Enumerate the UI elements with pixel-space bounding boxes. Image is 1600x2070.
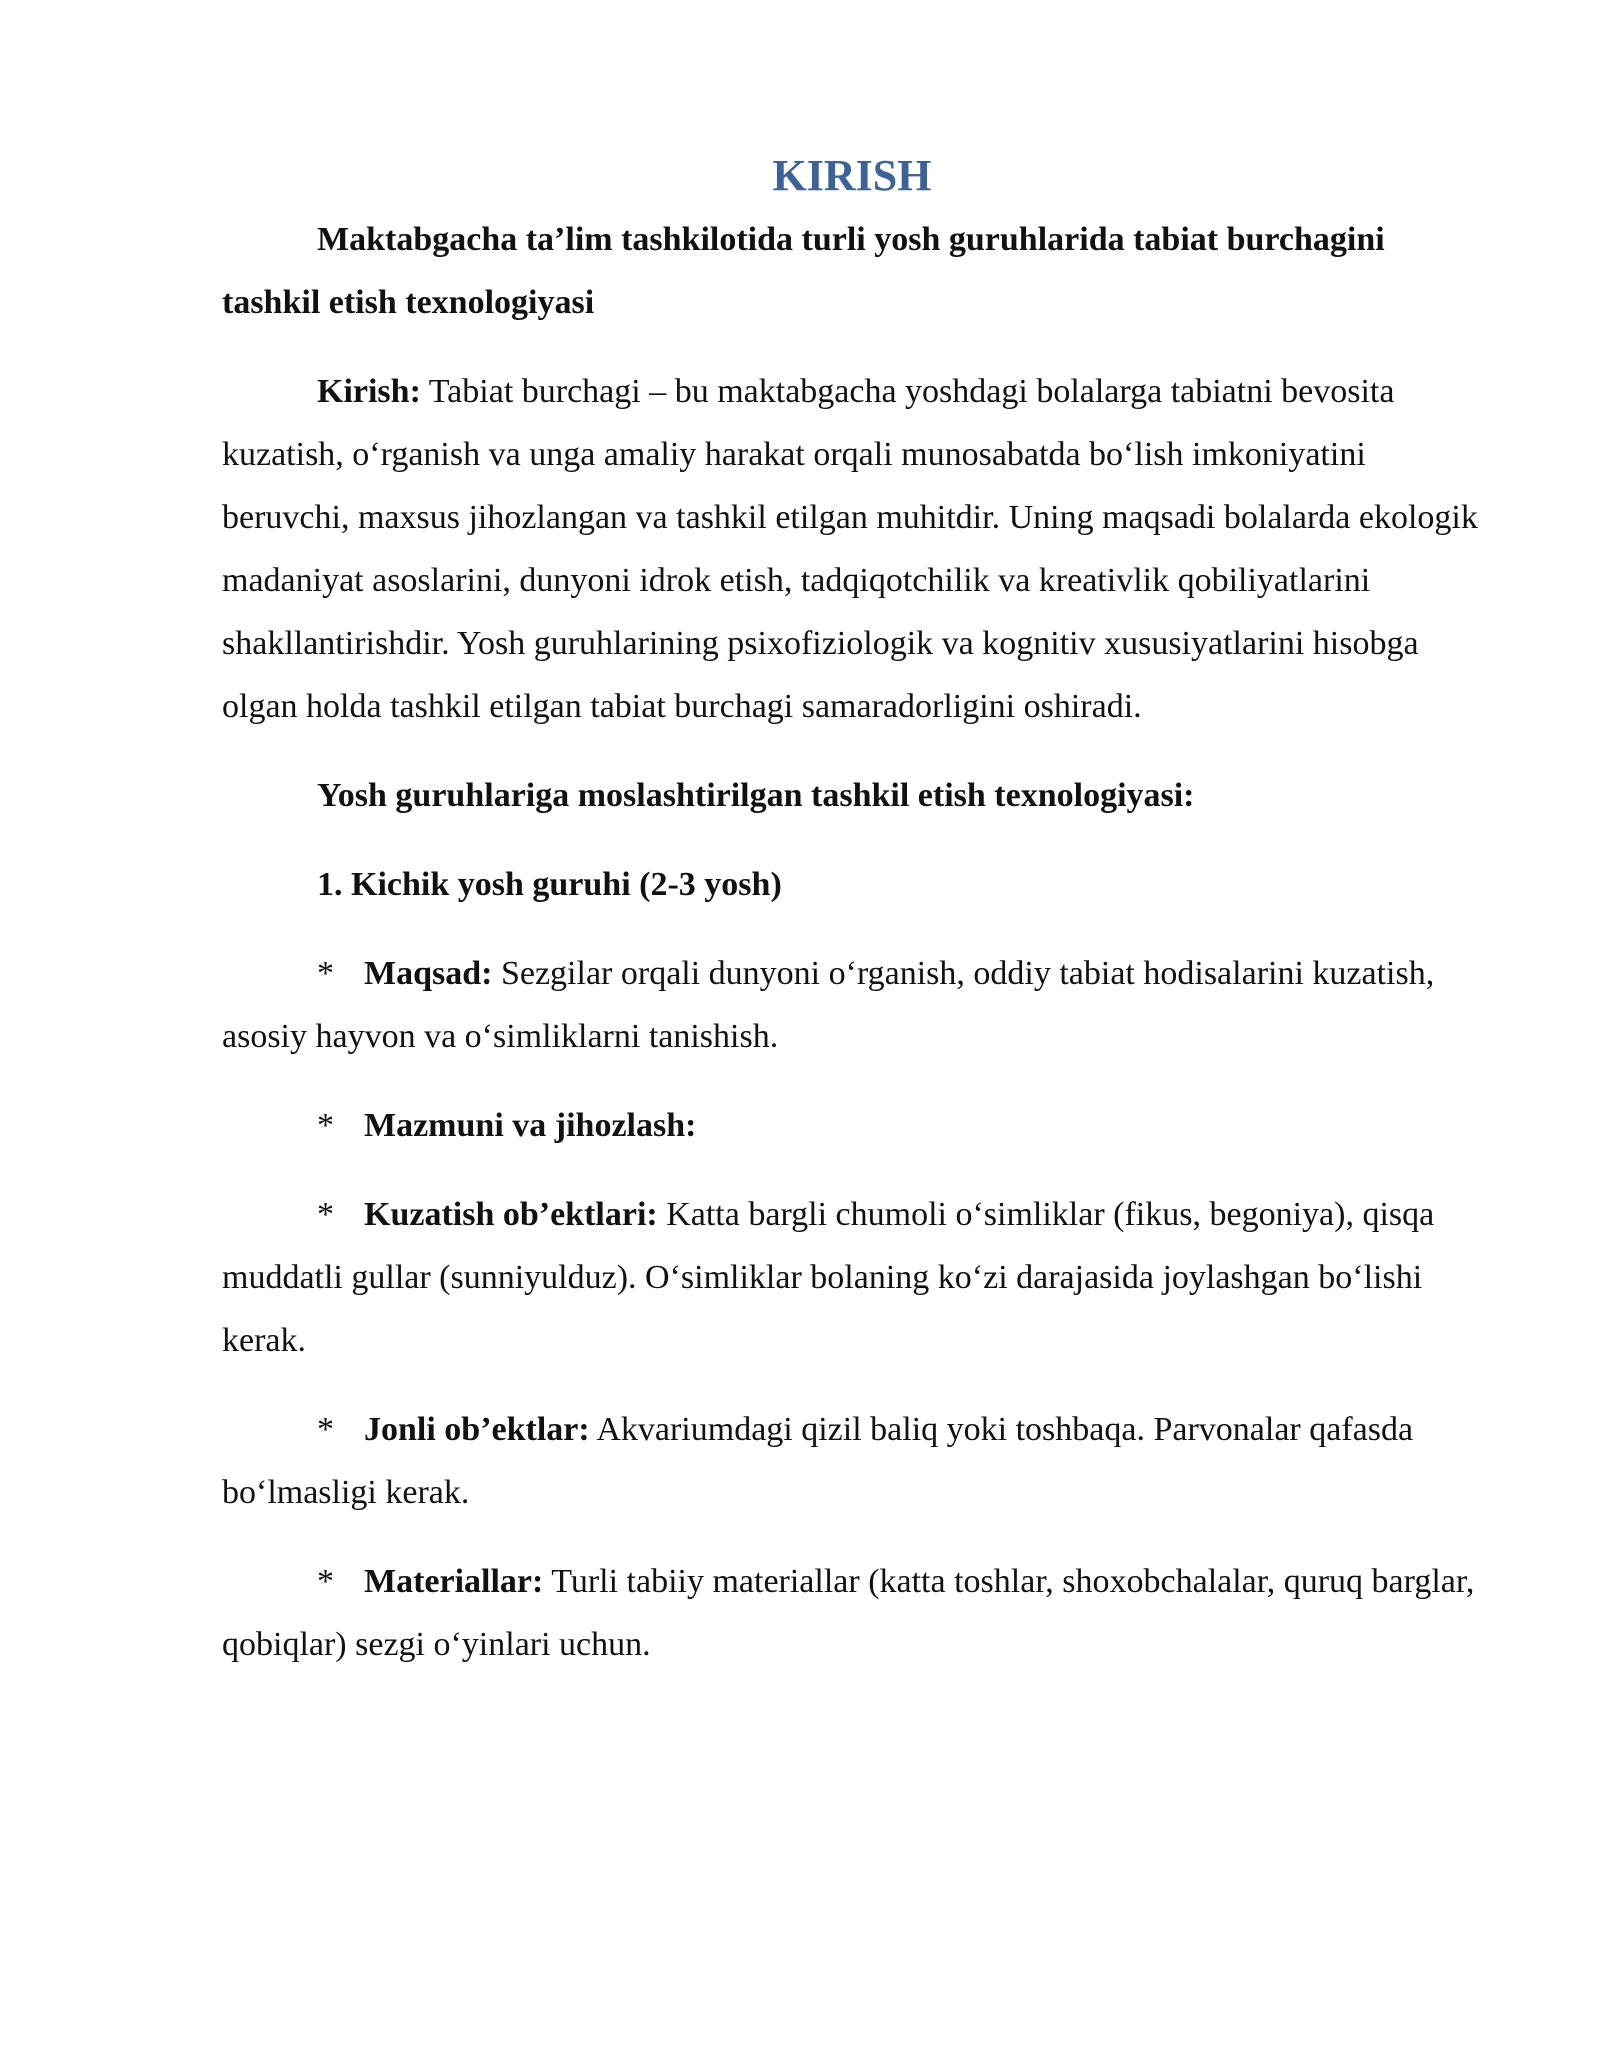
bullet-label: Kuzatish ob’ektlari:	[364, 1196, 658, 1233]
bullet-text: Akvariumdagi qizil baliq yoki toshbaqa. Parvonalar qafasda bo‘lmasligi kerak.	[222, 1411, 1414, 1511]
bullet-label: Jonli ob’ektlar:	[364, 1411, 590, 1448]
intro-text: Tabiat burchagi – bu maktabgacha yoshdagi bolalarga tabiatni bevosita kuzatish, o‘rganish va unga amaliy harakat orqali munosabatda bo‘lish imkoniyatini beruvchi, maxsus jihozlangan va tashkil etilgan muhitdir. Uning maqsadi bolalarda ekologik madaniyat asoslarini, dunyoni idrok etish, tadqiqotchilik va kreativlik qobiliyatlarini shakllantirishdir. Yosh guruhlarining psixofiziologik va kognitiv xususiyatlarini hisobga olgan holda tashkil etilgan tabiat burchagi samaradorligini oshiradi.	[222, 373, 1478, 725]
document-page	[222, 150, 1482, 1676]
document-subtitle: Maktabgacha ta’lim tashkilotida turli yosh guruhlarida tabiat burchagini tashkil etish texnologiyasi	[222, 221, 1385, 321]
bullet-label: Mazmuni va jihozlash:	[364, 1107, 697, 1144]
bullet-text: Katta bargli chumoli o‘simliklar (fikus, begoniya), qisqa muddatli gullar (sunniyulduz). O‘simliklar bolaning ko‘zi darajasida joylashgan bo‘lishi kerak.	[222, 1196, 1435, 1359]
bullet-text: Sezgilar orqali dunyoni o‘rganish, oddiy tabiat hodisalarini kuzatish, asosiy hayvon va o‘simliklarni tanishish.	[222, 955, 1435, 1055]
intro-label: Kirish:	[317, 373, 421, 410]
bullet-marker: *	[317, 1196, 334, 1233]
group-heading: 1. Kichik yosh guruhi (2-3 yosh)	[317, 866, 782, 903]
intro-paragraph	[222, 360, 1482, 738]
bullet-item	[222, 942, 1482, 1068]
page-title: KIRISH	[772, 151, 932, 200]
bullet-marker: *	[317, 1107, 334, 1144]
bullet-item	[222, 1398, 1482, 1524]
section-heading: Yosh guruhlariga moslashtirilgan tashkil etish texnologiyasi:	[317, 777, 1195, 814]
bullet-item	[222, 1094, 1482, 1157]
bullet-text: Turli tabiiy materiallar (katta toshlar, shoxobchalalar, quruq barglar, qobiqlar) sezgi o‘yinlari uchun.	[222, 1563, 1475, 1663]
bullet-item	[222, 1183, 1482, 1372]
bullet-label: Maqsad:	[364, 955, 493, 992]
bullet-label: Materiallar:	[364, 1563, 544, 1600]
bullet-item	[222, 1550, 1482, 1676]
bullet-marker: *	[317, 955, 334, 992]
bullet-marker: *	[317, 1563, 334, 1600]
bullet-marker: *	[317, 1411, 334, 1448]
